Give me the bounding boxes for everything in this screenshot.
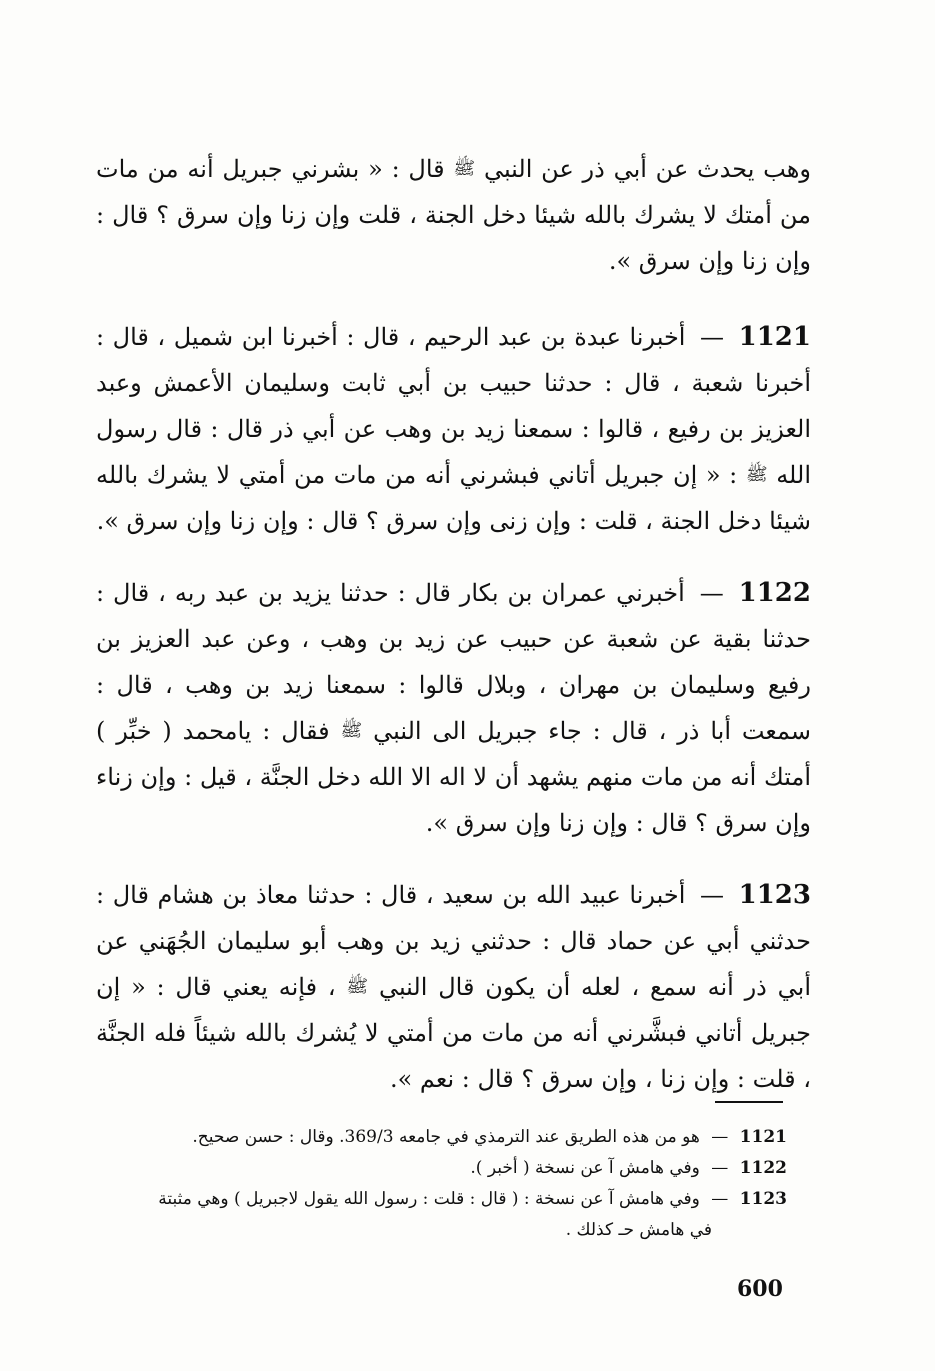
footnotes xyxy=(96,1122,787,1246)
salla-honorific-icon: ﷺ xyxy=(340,720,363,741)
paragraph-continuation xyxy=(96,146,811,284)
paragraph-text-after: فقال : يامحمد ( خبِّر ) أمتك أنه من مات منهم يشهد أن لا اله الا الله دخل الجنَّة ، قيل : وإن زناء وإن سرق ؟ قال : وإن زنا وإن سرق ». xyxy=(96,717,811,837)
hadith-number: 1121 xyxy=(738,322,811,352)
paragraph-text-after: : « إن جبريل أتاني فبشرني أنه من مات من أمتي لا يشرك بالله شيئا دخل الجنة ، قلت : وإن زنى وإن سرق ؟ قال : وإن زنا وإن سرق ». xyxy=(96,461,811,535)
footnote-divider xyxy=(715,1101,783,1103)
footnote-text: وفي هامش آ عن نسخة : ( قال : قلت : رسول الله يقول لاجبريل ) وهي مثبتة xyxy=(158,1189,700,1209)
footnote-number: 1122 xyxy=(739,1158,787,1178)
footnote-number: 1123 xyxy=(739,1189,787,1209)
footnote-text: وفي هامش آ عن نسخة ( أخبر ). xyxy=(470,1158,700,1178)
footnote-1122 xyxy=(96,1153,787,1184)
footnote-dash: — xyxy=(711,1127,729,1147)
paragraph-text-after: ، فإنه يعني قال : « إن جبريل أتاني فبشَّرني أنه من مات من أمتي لا يُشرك بالله شيئاً فله الجنَّة ، قلت : وإن زنا ، وإن سرق ؟ قال : نعم ». xyxy=(96,973,811,1093)
page-number: 600 xyxy=(737,1276,783,1302)
hadith-number: 1122 xyxy=(738,578,811,608)
paragraph-text-before: أخبرنا عبيد الله بن سعيد ، قال : حدثنا معاذ بن هشام قال : حدثني أبي عن حماد قال : حدثني زيد بن وهب أبو سليمان الجُهَني عن أبي ذر أنه سمع ، لعله أن يكون قال النبي xyxy=(96,881,812,1001)
paragraph-text-before: وهب يحدث عن أبي ذر عن النبي xyxy=(483,155,811,183)
paragraph-text-after: قال : « بشرني جبريل أنه من مات من أمتك لا يشرك بالله شيئا دخل الجنة ، قلت وإن زنا وإن سرق ؟ قال : وإن زنا وإن سرق ». xyxy=(96,155,811,275)
main-text xyxy=(96,146,811,1128)
footnote-1123 xyxy=(96,1184,787,1215)
hadith-dash: — xyxy=(699,881,724,909)
hadith-1123 xyxy=(96,872,811,1102)
salla-honorific-icon: ﷺ xyxy=(453,158,476,179)
salla-honorific-icon: ﷺ xyxy=(745,464,768,485)
hadith-1121 xyxy=(96,314,811,544)
footnote-number: 1121 xyxy=(739,1127,787,1147)
hadith-number: 1123 xyxy=(738,880,811,910)
footnote-1121 xyxy=(96,1122,787,1153)
footnote-text: في هامش حـ كذلك . xyxy=(565,1220,712,1240)
footnote-1123-continuation xyxy=(96,1215,787,1246)
footnote-dash: — xyxy=(711,1189,729,1209)
paragraph-text-before: أخبرني عمران بن بكار قال : حدثنا يزيد بن عبد ربه ، قال : حدثنا بقية عن شعبة عن حبيب عن زيد بن وهب ، وعن عبد العزيز بن رفيع وسليمان بن مهران ، وبلال قالوا : سمعنا زيد بن وهب ، قال : سمعت أبا ذر ، قال : جاء جبريل الى النبي xyxy=(96,579,811,745)
hadith-dash: — xyxy=(699,579,724,607)
paragraph-text-before: أخبرنا عبدة بن عبد الرحيم ، قال : أخبرنا ابن شميل ، قال : أخبرنا شعبة ، قال : حدثنا حبيب بن أبي ثابت وسليمان الأعمش وعبد العزيز بن رفيع ، قالوا : سمعنا زيد بن وهب عن أبي ذر قال : قال رسول الله xyxy=(96,323,811,489)
footnote-dash: — xyxy=(711,1158,729,1178)
hadith-1122 xyxy=(96,570,811,846)
footnote-text: هو من هذه الطريق عند الترمذي في جامعه 369/3. وقال : حسن صحيح. xyxy=(192,1127,700,1147)
hadith-dash: — xyxy=(700,323,725,351)
salla-honorific-icon: ﷺ xyxy=(346,976,369,997)
